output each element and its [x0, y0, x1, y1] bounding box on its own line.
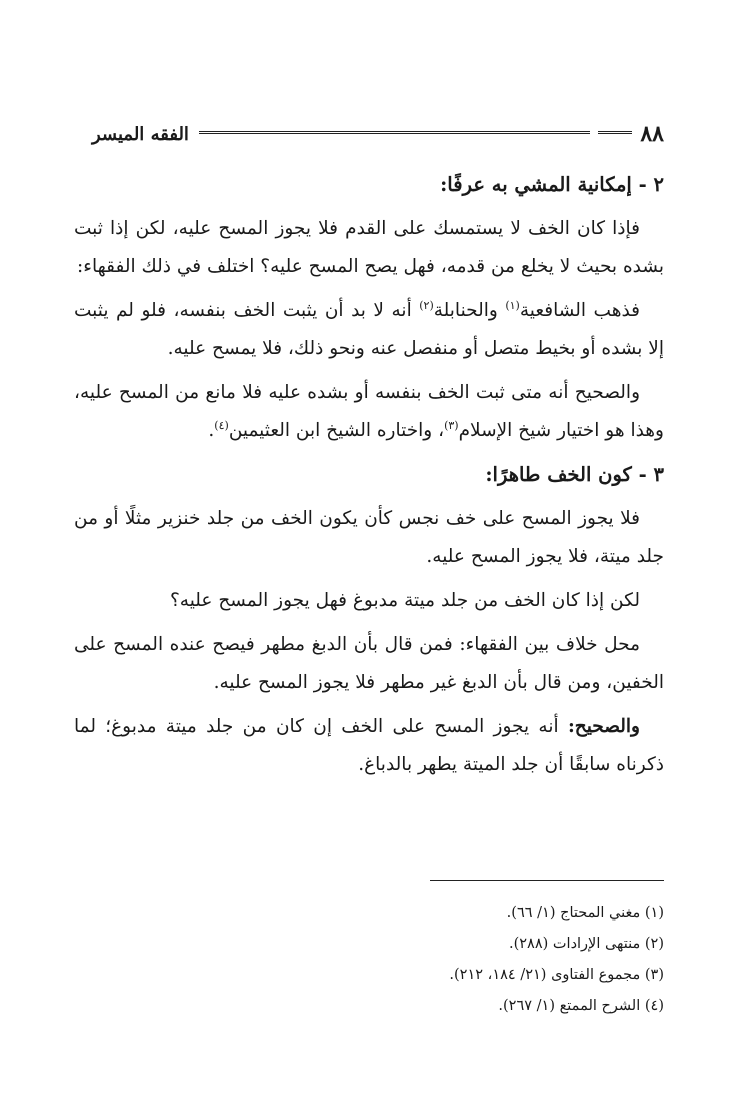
- footnote-ref-2[interactable]: (٢): [419, 298, 434, 312]
- footnote-2: (٢) منتهى الإرادات (٢٨٨).: [508, 936, 664, 952]
- footnote-3: (٣) مجموع الفتاوى (٢١/ ١٨٤، ٢١٢).: [449, 967, 664, 983]
- footnote-ref-3[interactable]: (٣): [444, 418, 459, 432]
- footnote-ref-1[interactable]: (١): [505, 298, 520, 312]
- section-heading-3: ٣ - كون الخف طاهرًا:: [485, 463, 664, 486]
- header-rule-long: [199, 131, 590, 137]
- paragraph-3: [74, 374, 664, 450]
- paragraph-7: [74, 708, 664, 784]
- section-heading-2: ٢ - إمكانية المشي به عرفًا:: [440, 173, 664, 196]
- footnote-1: (١) مغني المحتاج (١/ ٦٦).: [506, 905, 664, 921]
- paragraph-7-bold: والصحيح:: [567, 716, 640, 737]
- paragraph-4: فلا يجوز المسح على خف نجس كأن يكون الخف من جلد خنزير مثلًا أو من جلد ميتة، فلا يجوز المسح عليه.: [74, 508, 664, 567]
- paragraph-7-text: أنه يجوز المسح على الخف إن كان من جلد ميتة مدبوغ؛ لما ذكرناه سابقًا أن جلد الميتة يطهر بالدباغ.: [74, 716, 664, 775]
- paragraph-2: [74, 292, 664, 368]
- footnote-ref-4[interactable]: (٤): [214, 418, 229, 432]
- footnote-4: (٤) الشرح الممتع (١/ ٢٦٧).: [498, 998, 664, 1014]
- paragraph-5: لكن إذا كان الخف من جلد ميتة مدبوغ فهل يجوز المسح عليه؟: [169, 590, 640, 611]
- paragraph-6: محل خلاف بين الفقهاء: فمن قال بأن الدبغ مطهر فيصح عنده المسح على الخفين، ومن قال بأن الدبغ غير مطهر فلا يجوز المسح عليه.: [74, 634, 664, 693]
- paragraph-1: فإذا كان الخف لا يستمسك على القدم فلا يجوز المسح عليه، لكن إذا ثبت بشده بحيث لا يخلع من قدمه، فهل يصح المسح عليه؟ اختلف في ذلك الفقهاء:: [74, 218, 664, 277]
- paragraph-3-text-a: والصحيح أنه متى ثبت الخف بنفسه أو بشده عليه فلا مانع من المسح عليه، وهذا هو اختيار شيخ الإسلام: [74, 382, 664, 441]
- page-body: [74, 166, 664, 790]
- footnotes: [300, 898, 664, 1022]
- header-rule-short: [598, 131, 632, 137]
- paragraph-2-text-b: والحنابلة: [433, 300, 506, 321]
- paragraph-3-text-b: ، واختاره الشيخ ابن العثيمين: [228, 420, 445, 441]
- running-header: [92, 118, 664, 150]
- page-number: ٨٨: [640, 121, 664, 147]
- book-title: الفقه الميسر: [92, 123, 189, 145]
- paragraph-2-text-a: فذهب الشافعية: [519, 300, 640, 321]
- paragraph-2-text-c: أنه لا بد أن يثبت الخف بنفسه، فلو لم يثبت إلا بشده أو بخيط متصل أو منفصل عنه ونحو ذلك، فلا يمسح عليه.: [74, 300, 664, 359]
- footnote-separator: [430, 880, 664, 881]
- paragraph-3-text-c: .: [208, 420, 215, 441]
